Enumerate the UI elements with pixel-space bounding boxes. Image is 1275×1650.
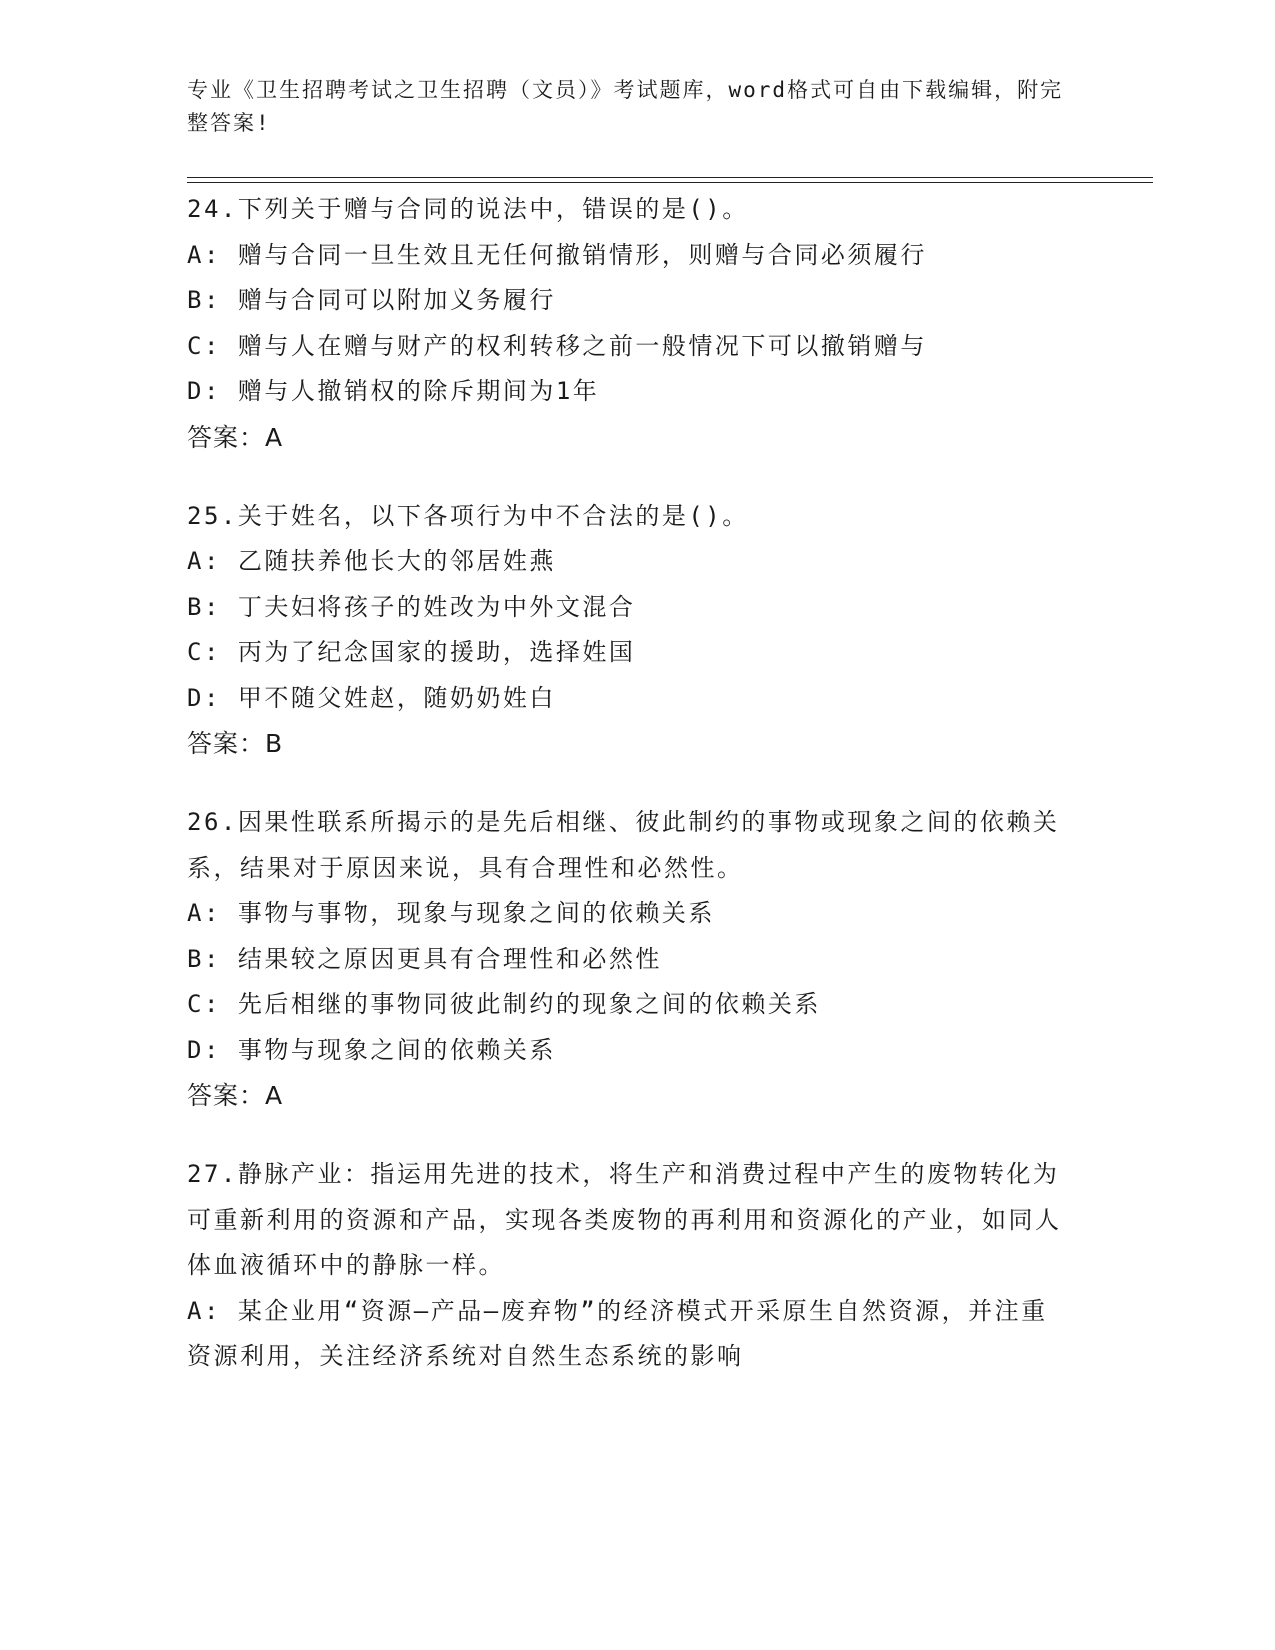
- question-27: [187, 1152, 1087, 1380]
- document-header: 专业《卫生招聘考试之卫生招聘（文员）》考试题库，word格式可自由下载编辑，附完整答案!: [187, 78, 1064, 135]
- question-stem: 25.关于姓名，以下各项行为中不合法的是()。: [187, 501, 749, 530]
- question-answer: 答案：A: [187, 422, 284, 452]
- question-answer: 答案：A: [187, 1081, 284, 1110]
- option-a: A: 乙随扶养他长大的邻居姓燕: [187, 547, 556, 575]
- option-a: A: 事物与事物，现象与现象之间的依赖关系: [187, 899, 715, 927]
- question-26: [187, 800, 1087, 1119]
- option-a: A: 某企业用“资源—产品—废弃物”的经济模式开采原生自然资源，并注重资源利用，关注经济系统对自然生态系统的影响: [187, 1296, 1048, 1370]
- option-b: B: 结果较之原因更具有合理性和必然性: [187, 944, 662, 973]
- question-list: [187, 187, 1087, 1413]
- option-b: B: 丁夫妇将孩子的姓改为中外文混合: [187, 592, 636, 621]
- option-a: A: 赠与合同一旦生效且无任何撤销情形，则赠与合同必须履行: [187, 240, 927, 269]
- question-stem: 24.下列关于赠与合同的说法中，错误的是()。: [187, 195, 749, 223]
- option-d: D: 甲不随父姓赵，随奶奶姓白: [187, 683, 556, 712]
- option-b: B: 赠与合同可以附加义务履行: [187, 286, 556, 314]
- option-c: C: 丙为了纪念国家的援助，选择姓国: [187, 638, 636, 666]
- question-stem: 27.静脉产业：指运用先进的技术，将生产和消费过程中产生的废物转化为可重新利用的资源和产品，实现各类废物的再利用和资源化的产业，如同人体血液循环中的静脉一样。: [187, 1160, 1062, 1279]
- header-rule-top: [187, 177, 1153, 178]
- question-24: [187, 187, 1087, 461]
- option-c: C: 赠与人在赠与财产的权利转移之前一般情况下可以撤销赠与: [187, 331, 927, 360]
- option-d: D: 事物与现象之间的依赖关系: [187, 1035, 556, 1064]
- question-25: [187, 494, 1087, 768]
- option-d: D: 赠与人撤销权的除斥期间为1年: [187, 377, 600, 405]
- question-stem: 26.因果性联系所揭示的是先后相继、彼此制约的事物或现象之间的依赖关系，结果对于原因来说，具有合理性和必然性。: [187, 808, 1060, 882]
- question-answer: 答案：B: [187, 729, 284, 758]
- header-rule-bottom: [187, 182, 1153, 183]
- option-c: C: 先后相继的事物同彼此制约的现象之间的依赖关系: [187, 990, 821, 1018]
